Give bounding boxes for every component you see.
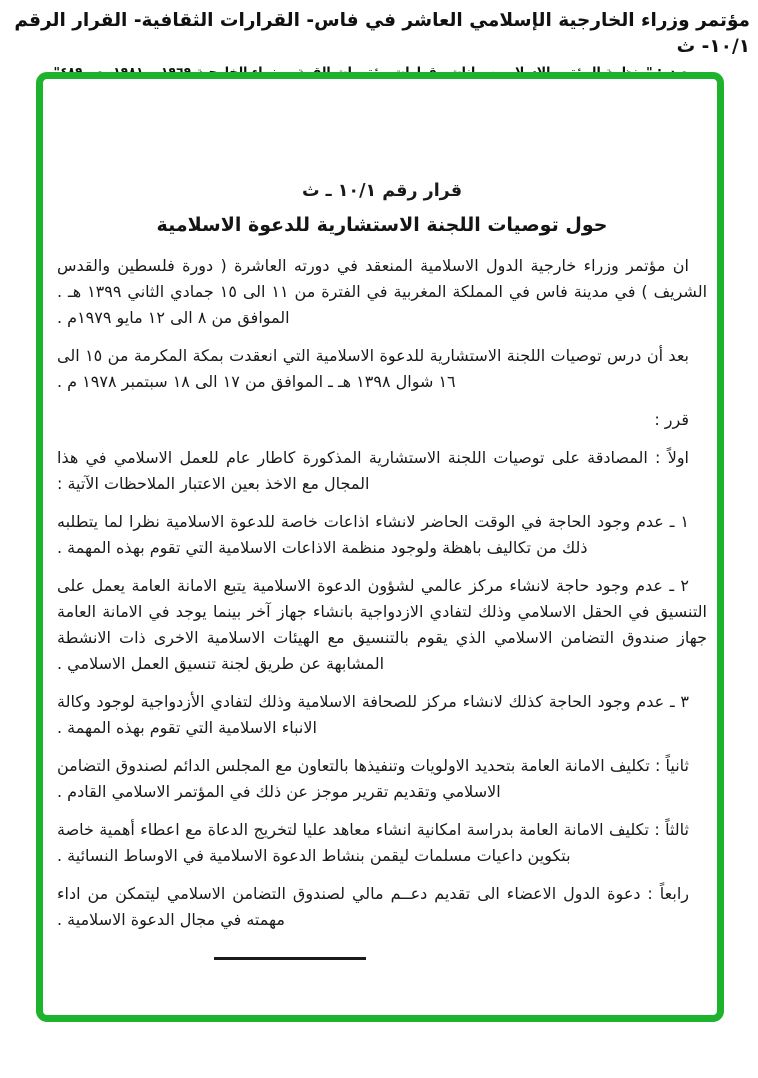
- separator-line: [214, 957, 366, 960]
- note-3-press-center: ٣ ـ عدم وجود الحاجة كذلك لانشاء مركز للصحافة الاسلامية وذلك لتفادي الأزدواجية لوجود وكالة الانباء الاسلامية التي تقوم بهذه المهمة .: [57, 692, 689, 737]
- document-frame: [36, 72, 724, 1022]
- resolution-number-title: قرار رقم ١٠/١ ـ ث: [301, 181, 463, 201]
- note-2-world-center: ٢ ـ عدم وجود حاجة لانشاء مركز عالمي لشؤون الدعوة الاسلامية يتبع الامانة العامة يعمل على التنسيق في الحقل الاسلامي وذلك لتفادي الازدواجية بانشاء جهاز آخر بينما يوجد في الامانة العامة جهاز صندوق التضامن الاسلامي الذي يقوم بالتنسيق مع الهيئات الاسلامية الاخرى ذات الانشطة المشابهة عن طريق لجنة تنسيق العمل الاسلامي .: [57, 576, 707, 673]
- note-1-broadcasting: ١ ـ عدم وجود الحاجة في الوقت الحاضر لانشاء اذاعات خاصة للدعوة الاسلامية نظرا لما يتطلبه ذلك من تكاليف باهظة ولوجود منظمة الاذاعات الاسلامية التي تقوم بهذه المهمة .: [57, 512, 689, 557]
- header-conference-title: مؤتمر وزراء الخارجية الإسلامي العاشر في فاس- القرارات الثقافية- القرار الرقم ١٠/١- ث: [14, 10, 750, 57]
- clause-second-priorities: ثانياً : تكليف الامانة العامة بتحديد الاولويات وتنفيذها بالتعاون مع المجلس الدائم لصندوق التضامن الاسلامي وتقديم تقرير موجز عن ذلك في المؤتمر الاسلامي القادم .: [57, 756, 689, 801]
- clause-third-institutes: ثالثاً : تكليف الامانة العامة بدراسة امكانية انشاء معاهد عليا لتخريج الدعاة مع اعطاء أهمية خاصة بتكوين داعيات مسلمات ليقمن بنشاط الدعوة الاسلامية في الاوساط النسائية .: [57, 820, 689, 865]
- paragraph-session-info: ان مؤتمر وزراء خارجية الدول الاسلامية المنعقد في دورته العاشرة ( دورة فلسطين والقدس الشريف ) في مدينة فاس في المملكة المغربية في الفترة من ١١ الى ١٥ جمادي الثاني ١٣٩٩ هـ . الموافق من ٨ الى ١٢ مايو ١٩٧٩م .: [57, 256, 708, 327]
- paragraph-decides-word: قرر :: [654, 410, 689, 429]
- paragraph-committee-study: بعد أن درس توصيات اللجنة الاستشارية للدعوة الاسلامية التي انعقدت بمكة المكرمة من ١٥ الى ١٦ شوال ١٣٩٨ هـ ـ الموافق من ١٧ الى ١٨ سبتمبر ١٩٧٨ م .: [57, 346, 689, 391]
- resolution-subject-title: حول توصيات اللجنة الاستشارية للدعوة الاسلامية: [156, 214, 608, 236]
- document-header: [0, 8, 750, 81]
- clause-fourth-financial-support: رابعاً : دعوة الدول الاعضاء الى تقديم دعــم مالي لصندوق التضامن الاسلامي ليتمكن من اداء مهمته في مجال الدعوة الاسلامية .: [57, 884, 689, 929]
- clause-first-approval: اولاً : المصادقة على توصيات اللجنة الاستشارية المذكورة كاطار عام للعمل الاسلامي في هذا المجال مع الاخذ بعين الاعتبار الملاحظات الآتية :: [57, 448, 689, 493]
